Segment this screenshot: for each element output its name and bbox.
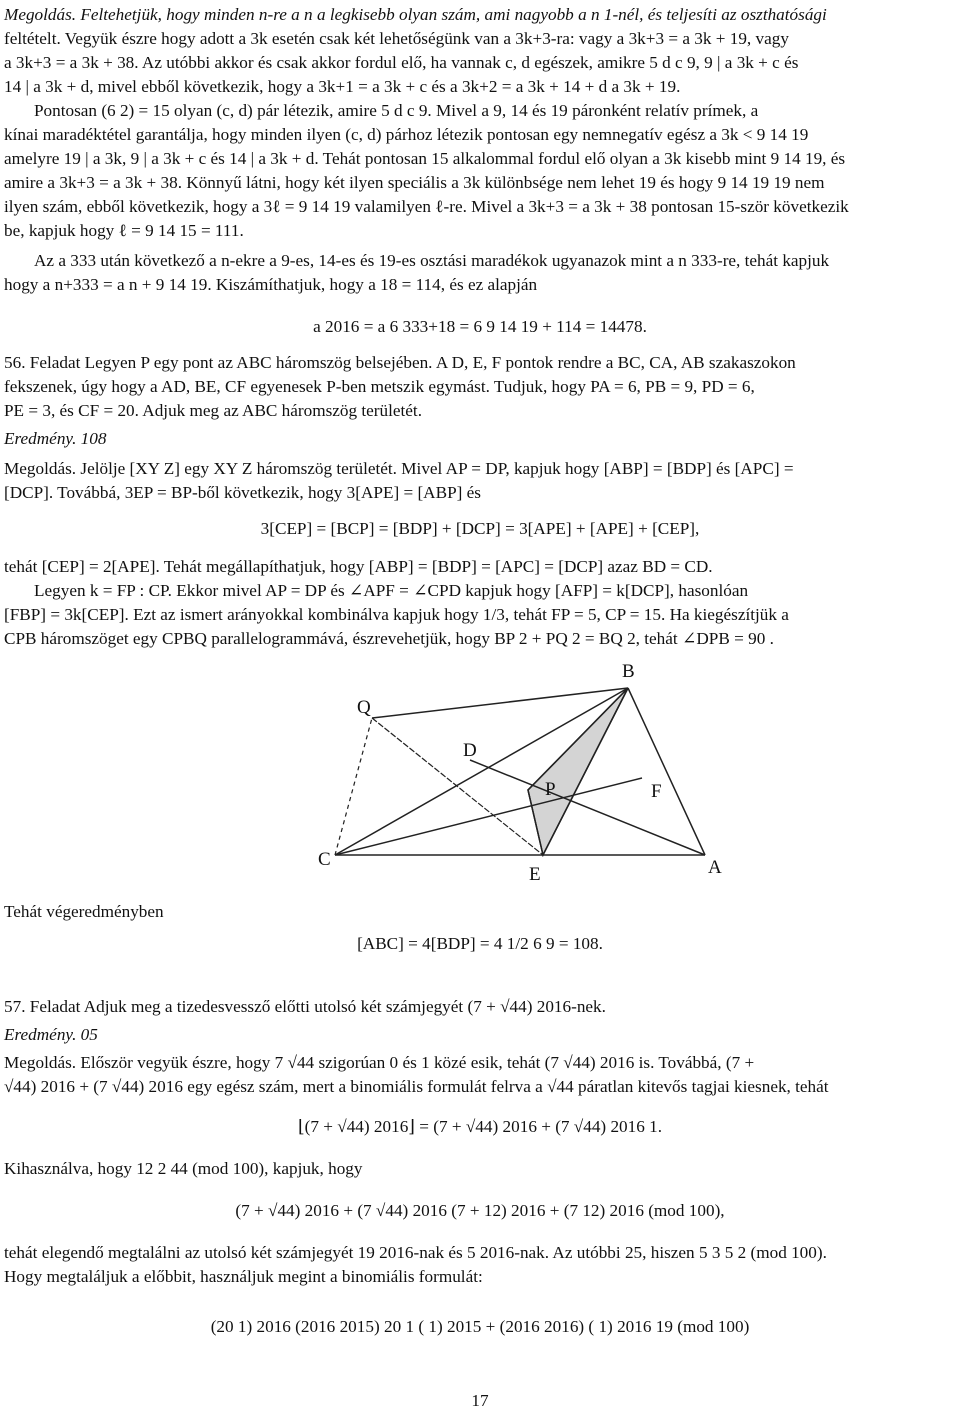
point-e-label: E bbox=[529, 864, 541, 885]
page-number: 17 bbox=[471, 1391, 489, 1410]
text-line-25: Tehát végeredményben bbox=[4, 902, 164, 921]
point-q-label: Q bbox=[357, 697, 371, 718]
text-line-12: hogy a n+333 = a n + 9 14 19. Kiszámíthatjuk, hogy a 18 = 114, és ez alapján bbox=[4, 275, 538, 294]
text-line-19: [DCP]. Továbbá, 3EP = BP-ből következik, hogy 3[APE] = [ABP] és bbox=[4, 483, 481, 502]
segment-qp-dashed bbox=[372, 718, 543, 855]
text-line-22: Legyen k = FP : CP. Ekkor mivel AP = DP és ∠APF = ∠CPD kapjuk hogy [AFP] = k[DCP], hasonlóan bbox=[34, 581, 749, 600]
text-line-35: Hogy megtaláljuk a előbbit, használjuk megint a binomiális formulát: bbox=[4, 1267, 483, 1286]
equation-abc-area: [ABC] = 4[BDP] = 4 1/2 6 9 = 108. bbox=[357, 934, 603, 953]
problem-57-heading: 57. Feladat Adjuk meg a tizedesvessző előtti utolsó két számjegyét (7 + √44) 2016-nek. bbox=[4, 997, 606, 1016]
text-line-4: 14 | a 3k + d, mivel ebből következik, hogy a 3k+1 = a 3k + c és a 3k+2 = a 3k + 14 + d a 3k + 19. bbox=[4, 77, 681, 96]
text-line-5: Pontosan (6 2) = 15 olyan (c, d) pár létezik, amire 5 d c 9. Mivel a 9, 14 és 19 páronként relatív prímek, a bbox=[34, 101, 759, 120]
point-c-label: C bbox=[318, 849, 331, 870]
text-line-2: feltételt. Vegyük észre hogy adott a 3k esetén csak két lehetőségünk van a 3k+3-ra: vagy a 3k+3 = a 3k + 19, vagy bbox=[4, 29, 789, 48]
text-line-8: amire a 3k+3 = a 3k + 38. Könnyű látni, hogy két ilyen speciális a 3k különbsége nem lehet 19 és hogy 9 14 19 19 nem bbox=[4, 173, 825, 192]
text-line-1: Megoldás. Feltehetjük, hogy minden n-re a n a legkisebb olyan szám, ami nagyobb a n 1-nél, és teljesíti az oszthatósági bbox=[4, 5, 827, 24]
text-line-30: √44) 2016 + (7 √44) 2016 egy egész szám, mert a binomiális formulát felrva a √44 páratlan kitevős tagjai kiesnek, tehát bbox=[4, 1077, 829, 1096]
shaded-triangle-bdp bbox=[528, 688, 628, 855]
result-57: Eredmény. 05 bbox=[4, 1025, 98, 1044]
point-b-label: B bbox=[622, 661, 635, 682]
segment-ab bbox=[628, 688, 705, 855]
text-line-32: Kihasználva, hogy 12 2 44 (mod 100), kapjuk, hogy bbox=[4, 1159, 363, 1178]
problem-56-heading: 56. Feladat Legyen P egy pont az ABC háromszög belsejében. A D, E, F pontok rendre a BC, CA, AB szakaszokon bbox=[4, 353, 796, 372]
point-p-label: P bbox=[545, 779, 556, 800]
text-line-34: tehát elegendő megtalálni az utolsó két számjegyét 19 2016-nak és 5 2016-nak. Az utóbbi 25, hiszen 5 3 5 2 (mod 100). bbox=[4, 1243, 827, 1262]
point-d-label: D bbox=[463, 740, 477, 761]
segment-ad bbox=[470, 760, 705, 855]
segment-qc-dashed bbox=[335, 718, 372, 855]
equation-a2016: a 2016 = a 6 333+18 = 6 9 14 19 + 114 = 14478. bbox=[313, 317, 647, 336]
segment-bq bbox=[372, 688, 628, 718]
text-line-10: be, kapjuk hogy ℓ = 9 14 15 = 111. bbox=[4, 221, 244, 240]
text-line-21: tehát [CEP] = 2[APE]. Tehát megállapíthatjuk, hogy [ABP] = [BDP] = [APC] = [DCP] azaz BD = CD. bbox=[4, 557, 713, 576]
result-56: Eredmény. 108 bbox=[4, 429, 107, 448]
equation-binomial: (20 1) 2016 (2016 2015) 20 1 ( 1) 2015 + (2016 2016) ( 1) 2016 19 (mod 100) bbox=[210, 1317, 750, 1336]
text-line-3: a 3k+3 = a 3k + 38. Az utóbbi akkor és csak akkor fordul elő, ha vannak c, d egészek, amikre 5 d c 9, 9 | a 3k + c és bbox=[4, 53, 799, 72]
equation-floor: ⌊(7 + √44) 2016⌋ = (7 + √44) 2016 + (7 √44) 2016 1. bbox=[297, 1117, 663, 1136]
text-line-16: PE = 3, és CF = 20. Adjuk meg az ABC háromszög területét. bbox=[4, 401, 422, 420]
text-line-23: [FBP] = 3k[CEP]. Ezt az ismert arányokkal kombinálva kapjuk hogy 1/3, tehát FP = 5, CP = 15. Ha kiegészítjük a bbox=[4, 605, 789, 624]
equation-mod-100: (7 + √44) 2016 + (7 √44) 2016 (7 + 12) 2016 + (7 12) 2016 (mod 100), bbox=[235, 1201, 725, 1220]
text-line-7: amelyre 19 | a 3k, 9 | a 3k + c és 14 | a 3k + d. Tehát pontosan 15 alkalommal fordul elő olyan a 3k kisebb mint 9 14 19, és bbox=[4, 149, 846, 168]
text-line-15: fekszenek, úgy hogy a AD, BE, CF egyenesek P-ben metszik egymást. Tudjuk, hogy PA = 6, PB = 9, PD = 6, bbox=[4, 377, 755, 396]
text-line-18: Megoldás. Jelölje [XY Z] egy XY Z háromszög területét. Mivel AP = DP, kapjuk hogy [ABP] = [BDP] és [APC] = bbox=[4, 459, 794, 478]
text-line-24: CPB háromszöget egy CPBQ parallelogrammává, észrevehetjük, hogy BP 2 + PQ 2 = BQ 2, tehát ∠DPB = 90 . bbox=[4, 629, 774, 648]
equation-cep: 3[CEP] = [BCP] = [BDP] + [DCP] = 3[APE] + [APE] + [CEP], bbox=[260, 519, 700, 538]
point-f-label: F bbox=[651, 781, 662, 802]
text-line-6: kínai maradéktétel garantálja, hogy minden ilyen (c, d) párhoz létezik pontosan egy nemnegatív egész a 3k < 9 14 19 bbox=[4, 125, 809, 144]
text-line-29: Megoldás. Először vegyük észre, hogy 7 √44 szigorúan 0 és 1 közé esik, tehát (7 √44) 2016 is. Továbbá, (7 + bbox=[4, 1053, 755, 1072]
point-a-label: A bbox=[708, 857, 722, 878]
segment-cf bbox=[335, 778, 642, 855]
text-line-9: ilyen szám, ebből következik, hogy a 3ℓ = 9 14 19 valamilyen ℓ-re. Mivel a 3k+3 = a 3k + 38 pontosan 15-ször következik bbox=[4, 197, 849, 216]
text-line-11: Az a 333 után következő a n-ekre a 9-es, 14-es és 19-es osztási maradékok ugyanazok mint a n 333-re, tehát kapjuk bbox=[34, 251, 830, 270]
